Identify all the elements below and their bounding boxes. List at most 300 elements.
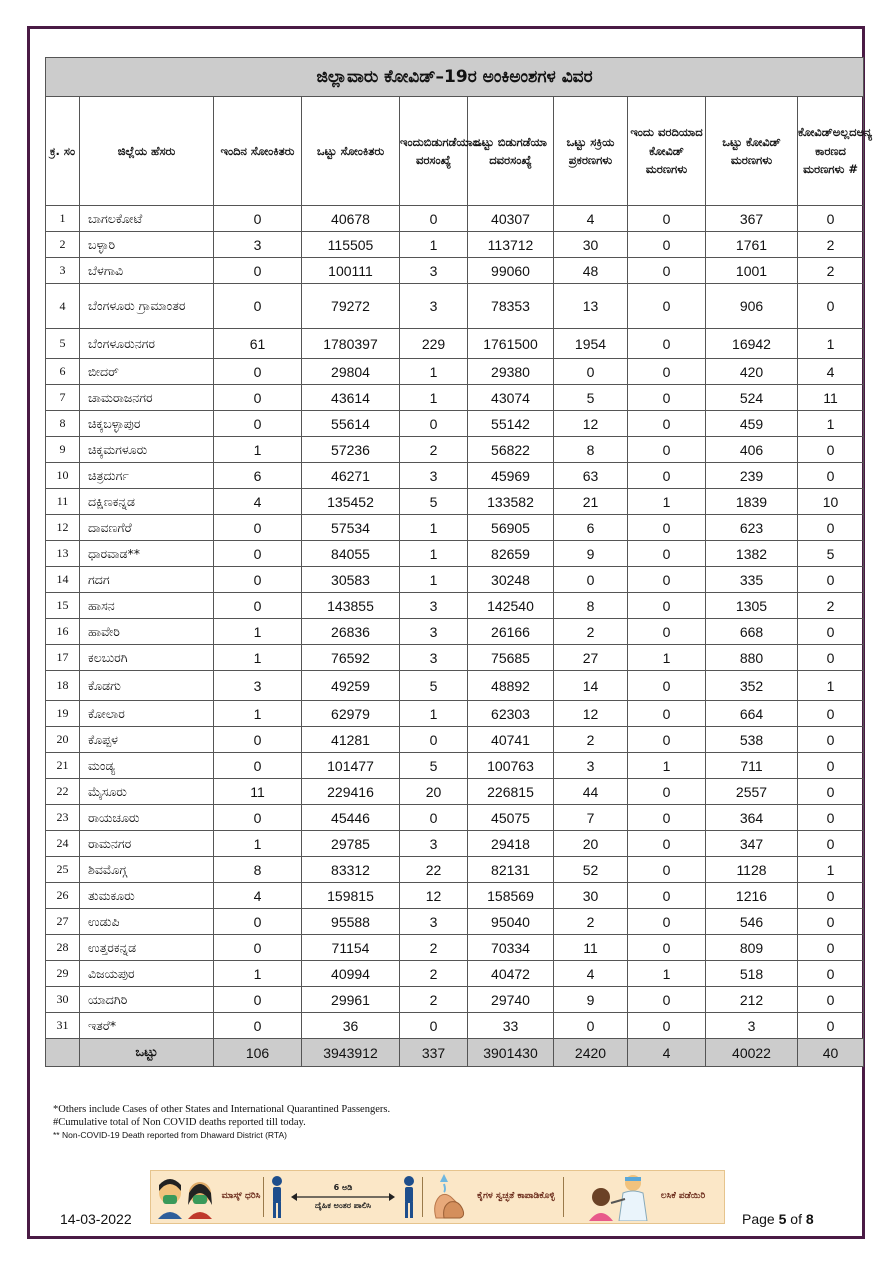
header-total-cases: ಒಟ್ಟು ಸೋಂಕಿತರು bbox=[302, 97, 400, 206]
cell-active: 7 bbox=[554, 805, 628, 831]
cell-sl: 27 bbox=[46, 909, 80, 935]
cell-total: 29804 bbox=[302, 359, 400, 385]
cell-active: 0 bbox=[554, 359, 628, 385]
cell-disch-total: 43074 bbox=[468, 385, 554, 411]
totals-active: 2420 bbox=[554, 1039, 628, 1067]
cell-deaths-total: 1128 bbox=[706, 857, 798, 883]
cell-non-covid: 0 bbox=[798, 206, 864, 232]
cell-deaths-total: 3 bbox=[706, 1013, 798, 1039]
cell-today: 6 bbox=[214, 463, 302, 489]
cell-today: 0 bbox=[214, 284, 302, 329]
cell-non-covid: 0 bbox=[798, 567, 864, 593]
table-row bbox=[46, 671, 864, 701]
cell-non-covid: 0 bbox=[798, 515, 864, 541]
cell-non-covid: 0 bbox=[798, 727, 864, 753]
cell-deaths-today: 0 bbox=[628, 619, 706, 645]
cell-disch-total: 95040 bbox=[468, 909, 554, 935]
cell-total: 135452 bbox=[302, 489, 400, 515]
cell-disch-today: 20 bbox=[400, 779, 468, 805]
table-row bbox=[46, 987, 864, 1013]
cell-disch-today: 3 bbox=[400, 909, 468, 935]
cell-deaths-total: 546 bbox=[706, 909, 798, 935]
cell-disch-today: 0 bbox=[400, 206, 468, 232]
cell-non-covid: 0 bbox=[798, 463, 864, 489]
table-row bbox=[46, 727, 864, 753]
cell-active: 12 bbox=[554, 411, 628, 437]
cell-district-name: ಬೀದರ್ bbox=[80, 359, 214, 385]
cell-disch-today: 1 bbox=[400, 541, 468, 567]
cell-deaths-total: 524 bbox=[706, 385, 798, 411]
cell-sl: 22 bbox=[46, 779, 80, 805]
table-row bbox=[46, 645, 864, 671]
cell-active: 4 bbox=[554, 961, 628, 987]
cell-district-name: ಉಡುಪಿ bbox=[80, 909, 214, 935]
cell-today: 0 bbox=[214, 567, 302, 593]
cell-non-covid: 0 bbox=[798, 935, 864, 961]
header-today-cases: ಇಂದಿನ ಸೋಂಕಿತರು bbox=[214, 97, 302, 206]
cell-today: 0 bbox=[214, 411, 302, 437]
cell-deaths-total: 212 bbox=[706, 987, 798, 1013]
cell-sl: 14 bbox=[46, 567, 80, 593]
cell-deaths-total: 809 bbox=[706, 935, 798, 961]
cell-disch-today: 0 bbox=[400, 727, 468, 753]
cell-deaths-today: 0 bbox=[628, 329, 706, 359]
cell-deaths-today: 1 bbox=[628, 753, 706, 779]
cell-deaths-total: 335 bbox=[706, 567, 798, 593]
cell-disch-total: 48892 bbox=[468, 671, 554, 701]
cell-disch-today: 5 bbox=[400, 489, 468, 515]
cell-deaths-today: 0 bbox=[628, 411, 706, 437]
cell-deaths-today: 0 bbox=[628, 541, 706, 567]
cell-disch-today: 22 bbox=[400, 857, 468, 883]
table-row bbox=[46, 437, 864, 463]
table-row bbox=[46, 463, 864, 489]
cell-disch-today: 1 bbox=[400, 701, 468, 727]
cell-sl: 29 bbox=[46, 961, 80, 987]
cell-deaths-today: 1 bbox=[628, 645, 706, 671]
cell-deaths-total: 711 bbox=[706, 753, 798, 779]
cell-total: 45446 bbox=[302, 805, 400, 831]
cell-non-covid: 0 bbox=[798, 645, 864, 671]
cell-disch-today: 3 bbox=[400, 463, 468, 489]
cell-total: 115505 bbox=[302, 232, 400, 258]
cell-disch-today: 5 bbox=[400, 671, 468, 701]
cell-non-covid: 0 bbox=[798, 701, 864, 727]
cell-disch-total: 100763 bbox=[468, 753, 554, 779]
cell-deaths-today: 0 bbox=[628, 232, 706, 258]
cell-disch-total: 30248 bbox=[468, 567, 554, 593]
table-row bbox=[46, 883, 864, 909]
totals-total: 3943912 bbox=[302, 1039, 400, 1067]
cell-non-covid: 0 bbox=[798, 961, 864, 987]
cell-sl: 28 bbox=[46, 935, 80, 961]
cell-deaths-total: 1839 bbox=[706, 489, 798, 515]
cell-district-name: ಮಂಡ್ಯ bbox=[80, 753, 214, 779]
cell-total: 100111 bbox=[302, 258, 400, 284]
cell-active: 2 bbox=[554, 619, 628, 645]
cell-deaths-total: 352 bbox=[706, 671, 798, 701]
cell-active: 21 bbox=[554, 489, 628, 515]
cell-deaths-total: 1001 bbox=[706, 258, 798, 284]
cell-district-name: ಧಾರವಾಡ** bbox=[80, 541, 214, 567]
cell-deaths-today: 0 bbox=[628, 701, 706, 727]
cell-disch-today: 3 bbox=[400, 831, 468, 857]
cell-disch-today: 0 bbox=[400, 1013, 468, 1039]
cell-non-covid: 2 bbox=[798, 232, 864, 258]
cell-non-covid: 1 bbox=[798, 329, 864, 359]
page-total: 8 bbox=[805, 1211, 814, 1227]
cell-today: 0 bbox=[214, 753, 302, 779]
cell-active: 14 bbox=[554, 671, 628, 701]
cell-today: 0 bbox=[214, 727, 302, 753]
cell-total: 159815 bbox=[302, 883, 400, 909]
cell-district-name: ಕೊಡಗು bbox=[80, 671, 214, 701]
cell-disch-today: 1 bbox=[400, 385, 468, 411]
cell-sl: 30 bbox=[46, 987, 80, 1013]
totals-sl bbox=[46, 1039, 80, 1067]
totals-disch-total: 3901430 bbox=[468, 1039, 554, 1067]
cell-active: 4 bbox=[554, 206, 628, 232]
cell-disch-today: 2 bbox=[400, 961, 468, 987]
cell-total: 29785 bbox=[302, 831, 400, 857]
person-icon bbox=[402, 1175, 416, 1219]
cell-non-covid: 11 bbox=[798, 385, 864, 411]
cell-district-name: ಕಲಬುರಗಿ bbox=[80, 645, 214, 671]
cell-total: 30583 bbox=[302, 567, 400, 593]
cell-sl: 20 bbox=[46, 727, 80, 753]
cell-today: 0 bbox=[214, 935, 302, 961]
cell-total: 46271 bbox=[302, 463, 400, 489]
cell-deaths-total: 668 bbox=[706, 619, 798, 645]
cell-active: 30 bbox=[554, 232, 628, 258]
footnotes bbox=[53, 1103, 390, 1142]
cell-non-covid: 0 bbox=[798, 987, 864, 1013]
cell-today: 4 bbox=[214, 489, 302, 515]
cell-active: 13 bbox=[554, 284, 628, 329]
cell-district-name: ವಿಜಯಪುರ bbox=[80, 961, 214, 987]
cell-total: 57236 bbox=[302, 437, 400, 463]
table-row bbox=[46, 284, 864, 329]
cell-non-covid: 10 bbox=[798, 489, 864, 515]
page-current: 5 bbox=[778, 1211, 787, 1227]
cell-district-name: ಬಳ್ಳಾರಿ bbox=[80, 232, 214, 258]
footnote-others: *Others include Cases of other States and International Quarantined Passengers. bbox=[53, 1104, 391, 1115]
cell-today: 0 bbox=[214, 541, 302, 567]
cell-disch-total: 56905 bbox=[468, 515, 554, 541]
cell-deaths-total: 1305 bbox=[706, 593, 798, 619]
cell-disch-today: 3 bbox=[400, 593, 468, 619]
vaccination-icon bbox=[583, 1173, 653, 1221]
cell-deaths-today: 0 bbox=[628, 671, 706, 701]
cell-disch-total: 158569 bbox=[468, 883, 554, 909]
cell-active: 1954 bbox=[554, 329, 628, 359]
cell-disch-total: 45969 bbox=[468, 463, 554, 489]
cell-disch-total: 40472 bbox=[468, 961, 554, 987]
cell-non-covid: 0 bbox=[798, 883, 864, 909]
cell-deaths-today: 0 bbox=[628, 1013, 706, 1039]
table-row bbox=[46, 258, 864, 284]
cell-sl: 18 bbox=[46, 671, 80, 701]
cell-sl: 1 bbox=[46, 206, 80, 232]
cell-district-name: ಕೋಲಾರ bbox=[80, 701, 214, 727]
cell-district-name: ಶಿವಮೊಗ್ಗ bbox=[80, 857, 214, 883]
cell-district-name: ಯಾದಗಿರಿ bbox=[80, 987, 214, 1013]
footnote-cumulative: #Cumulative total of Non COVID deaths reported till today. bbox=[53, 1117, 306, 1128]
cell-total: 36 bbox=[302, 1013, 400, 1039]
cell-non-covid: 0 bbox=[798, 779, 864, 805]
distance-value: 6 ಅಡಿ bbox=[333, 1183, 353, 1193]
cell-district-name: ಚಿತ್ರದುರ್ಗ bbox=[80, 463, 214, 489]
vaccine-text: ಲಸಿಕೆ ಪಡೆಯಿರಿ bbox=[660, 1191, 706, 1202]
cell-sl: 17 bbox=[46, 645, 80, 671]
cell-today: 0 bbox=[214, 385, 302, 411]
cell-district-name: ಬೆಳಗಾವಿ bbox=[80, 258, 214, 284]
cell-total: 49259 bbox=[302, 671, 400, 701]
cell-today: 8 bbox=[214, 857, 302, 883]
cell-district-name: ರಾಯಚೂರು bbox=[80, 805, 214, 831]
header-active: ಒಟ್ಟು ಸಕ್ರಿಯ ಪ್ರಕರಣಗಳು bbox=[554, 97, 628, 206]
cell-today: 3 bbox=[214, 232, 302, 258]
cell-today: 0 bbox=[214, 1013, 302, 1039]
person-icon bbox=[270, 1175, 284, 1219]
cell-disch-total: 40307 bbox=[468, 206, 554, 232]
cell-active: 2 bbox=[554, 909, 628, 935]
cell-disch-today: 12 bbox=[400, 883, 468, 909]
mask-segment bbox=[151, 1171, 263, 1223]
cell-total: 84055 bbox=[302, 541, 400, 567]
cell-deaths-today: 0 bbox=[628, 359, 706, 385]
cell-active: 30 bbox=[554, 883, 628, 909]
table-row bbox=[46, 619, 864, 645]
table-row bbox=[46, 831, 864, 857]
totals-deaths-total: 40022 bbox=[706, 1039, 798, 1067]
cell-disch-total: 113712 bbox=[468, 232, 554, 258]
cell-district-name: ಚಿಕ್ಕಬಳ್ಳಾಪುರ bbox=[80, 411, 214, 437]
table-row bbox=[46, 935, 864, 961]
cell-deaths-total: 538 bbox=[706, 727, 798, 753]
table-row bbox=[46, 961, 864, 987]
cell-sl: 13 bbox=[46, 541, 80, 567]
cell-active: 9 bbox=[554, 541, 628, 567]
table-title: ಜಿಲ್ಲಾವಾರು ಕೋವಿಡ್–19ರ ಅಂಕಿಅಂಶಗಳ ವಿವರ bbox=[46, 58, 864, 97]
cell-deaths-today: 0 bbox=[628, 284, 706, 329]
cell-active: 8 bbox=[554, 593, 628, 619]
cell-today: 0 bbox=[214, 909, 302, 935]
cell-sl: 7 bbox=[46, 385, 80, 411]
covid-awareness-banner bbox=[150, 1170, 725, 1224]
cell-deaths-total: 347 bbox=[706, 831, 798, 857]
header-discharged-today: ಇಂದುಬಿಡುಗಡೆಯಾದ ವರಸಂಖ್ಯೆ bbox=[400, 97, 468, 206]
cell-non-covid: 5 bbox=[798, 541, 864, 567]
cell-sl: 10 bbox=[46, 463, 80, 489]
cell-district-name: ಬೆಂಗಳೂರುನಗರ bbox=[80, 329, 214, 359]
table-row bbox=[46, 541, 864, 567]
cell-sl: 6 bbox=[46, 359, 80, 385]
cell-deaths-today: 0 bbox=[628, 258, 706, 284]
cell-sl: 3 bbox=[46, 258, 80, 284]
cell-district-name: ಹಾಸನ bbox=[80, 593, 214, 619]
cell-non-covid: 0 bbox=[798, 909, 864, 935]
header-district: ಜಿಲ್ಲೆಯ ಹೆಸರು bbox=[80, 97, 214, 206]
cell-deaths-total: 364 bbox=[706, 805, 798, 831]
cell-disch-today: 5 bbox=[400, 753, 468, 779]
distance-text: ದೈಹಿಕ ಅಂತರ ಪಾಲಿಸಿ bbox=[314, 1201, 372, 1210]
mask-text: ಮಾಸ್ಕ್ ಧರಿಸಿ bbox=[221, 1191, 261, 1202]
totals-row bbox=[46, 1039, 864, 1067]
cell-active: 5 bbox=[554, 385, 628, 411]
cell-active: 3 bbox=[554, 753, 628, 779]
cell-non-covid: 0 bbox=[798, 805, 864, 831]
distance-segment bbox=[264, 1171, 422, 1223]
cell-today: 1 bbox=[214, 831, 302, 857]
cell-non-covid: 0 bbox=[798, 619, 864, 645]
cell-active: 0 bbox=[554, 567, 628, 593]
cell-district-name: ಚಾಮರಾಜನಗರ bbox=[80, 385, 214, 411]
cell-non-covid: 0 bbox=[798, 1013, 864, 1039]
cell-disch-today: 3 bbox=[400, 619, 468, 645]
cell-active: 12 bbox=[554, 701, 628, 727]
footnote-dharwad: ** Non-COVID-19 Death reported from Dhaward District (RTA) bbox=[53, 1130, 287, 1140]
cell-total: 143855 bbox=[302, 593, 400, 619]
cell-sl: 21 bbox=[46, 753, 80, 779]
totals-non-covid: 40 bbox=[798, 1039, 864, 1067]
cell-disch-total: 1761500 bbox=[468, 329, 554, 359]
cell-deaths-today: 0 bbox=[628, 593, 706, 619]
cell-disch-today: 1 bbox=[400, 567, 468, 593]
cell-disch-total: 133582 bbox=[468, 489, 554, 515]
distance-info bbox=[288, 1183, 398, 1210]
table-body bbox=[46, 206, 864, 1039]
cell-deaths-today: 0 bbox=[628, 567, 706, 593]
cell-today: 0 bbox=[214, 258, 302, 284]
cell-deaths-total: 459 bbox=[706, 411, 798, 437]
cell-total: 40678 bbox=[302, 206, 400, 232]
cell-total: 1780397 bbox=[302, 329, 400, 359]
cell-disch-today: 0 bbox=[400, 805, 468, 831]
cell-disch-total: 45075 bbox=[468, 805, 554, 831]
cell-disch-today: 3 bbox=[400, 645, 468, 671]
cell-sl: 15 bbox=[46, 593, 80, 619]
cell-non-covid: 0 bbox=[798, 753, 864, 779]
cell-sl: 24 bbox=[46, 831, 80, 857]
page-of: of bbox=[790, 1211, 802, 1227]
cell-today: 0 bbox=[214, 359, 302, 385]
table-row bbox=[46, 411, 864, 437]
cell-disch-total: 78353 bbox=[468, 284, 554, 329]
cell-district-name: ಚಿಕ್ಕಮಗಳೂರು bbox=[80, 437, 214, 463]
page-number bbox=[742, 1211, 814, 1227]
cell-non-covid: 2 bbox=[798, 258, 864, 284]
cell-deaths-total: 1761 bbox=[706, 232, 798, 258]
table-row bbox=[46, 779, 864, 805]
cell-sl: 11 bbox=[46, 489, 80, 515]
cell-non-covid: 4 bbox=[798, 359, 864, 385]
cell-disch-today: 2 bbox=[400, 935, 468, 961]
cell-total: 41281 bbox=[302, 727, 400, 753]
table-row bbox=[46, 909, 864, 935]
cell-total: 29961 bbox=[302, 987, 400, 1013]
cell-today: 1 bbox=[214, 701, 302, 727]
cell-total: 76592 bbox=[302, 645, 400, 671]
cell-disch-total: 56822 bbox=[468, 437, 554, 463]
cell-deaths-total: 664 bbox=[706, 701, 798, 727]
cell-district-name: ತುಮಕೂರು bbox=[80, 883, 214, 909]
cell-total: 95588 bbox=[302, 909, 400, 935]
totals-deaths-today: 4 bbox=[628, 1039, 706, 1067]
cell-non-covid: 0 bbox=[798, 831, 864, 857]
cell-deaths-today: 1 bbox=[628, 489, 706, 515]
cell-deaths-total: 367 bbox=[706, 206, 798, 232]
cell-disch-total: 29418 bbox=[468, 831, 554, 857]
cell-deaths-total: 880 bbox=[706, 645, 798, 671]
table-row bbox=[46, 206, 864, 232]
cell-today: 3 bbox=[214, 671, 302, 701]
cell-district-name: ಬಾಗಲಕೋಟೆ bbox=[80, 206, 214, 232]
cell-active: 20 bbox=[554, 831, 628, 857]
cell-district-name: ಬೆಂಗಳೂರು ಗ್ರಾಮಾಂತರ bbox=[80, 284, 214, 329]
table-row bbox=[46, 385, 864, 411]
cell-non-covid: 1 bbox=[798, 411, 864, 437]
cell-sl: 25 bbox=[46, 857, 80, 883]
table-row bbox=[46, 329, 864, 359]
cell-deaths-today: 0 bbox=[628, 437, 706, 463]
cell-active: 44 bbox=[554, 779, 628, 805]
cell-district-name: ಗದಗ bbox=[80, 567, 214, 593]
cell-total: 57534 bbox=[302, 515, 400, 541]
cell-today: 0 bbox=[214, 593, 302, 619]
totals-label: ಒಟ್ಟು bbox=[80, 1039, 214, 1067]
cell-deaths-today: 0 bbox=[628, 909, 706, 935]
cell-disch-total: 26166 bbox=[468, 619, 554, 645]
cell-total: 55614 bbox=[302, 411, 400, 437]
cell-deaths-total: 1382 bbox=[706, 541, 798, 567]
cell-deaths-today: 0 bbox=[628, 883, 706, 909]
cell-active: 48 bbox=[554, 258, 628, 284]
cell-disch-total: 70334 bbox=[468, 935, 554, 961]
cell-disch-today: 229 bbox=[400, 329, 468, 359]
header-discharged-total: ಒಟ್ಟು ಬಿಡುಗಡೆಯಾ ದವರಸಂಖ್ಯೆ bbox=[468, 97, 554, 206]
cell-today: 0 bbox=[214, 206, 302, 232]
cell-today: 11 bbox=[214, 779, 302, 805]
cell-non-covid: 1 bbox=[798, 671, 864, 701]
table-row bbox=[46, 805, 864, 831]
cell-district-name: ರಾಮನಗರ bbox=[80, 831, 214, 857]
table-row bbox=[46, 701, 864, 727]
cell-district-name: ಇತರೆ* bbox=[80, 1013, 214, 1039]
cell-district-name: ಉತ್ತರಕನ್ನಡ bbox=[80, 935, 214, 961]
page-prefix: Page bbox=[742, 1211, 775, 1227]
cell-today: 1 bbox=[214, 961, 302, 987]
cell-non-covid: 0 bbox=[798, 437, 864, 463]
cell-non-covid: 2 bbox=[798, 593, 864, 619]
cell-non-covid: 0 bbox=[798, 284, 864, 329]
cell-total: 62979 bbox=[302, 701, 400, 727]
cell-active: 9 bbox=[554, 987, 628, 1013]
cell-sl: 12 bbox=[46, 515, 80, 541]
cell-deaths-total: 1216 bbox=[706, 883, 798, 909]
cell-sl: 4 bbox=[46, 284, 80, 329]
cell-sl: 16 bbox=[46, 619, 80, 645]
cell-active: 8 bbox=[554, 437, 628, 463]
cell-disch-total: 142540 bbox=[468, 593, 554, 619]
cell-deaths-today: 0 bbox=[628, 463, 706, 489]
hand-wash-icon bbox=[430, 1174, 470, 1220]
cell-active: 52 bbox=[554, 857, 628, 883]
table-row bbox=[46, 567, 864, 593]
cell-district-name: ಹಾವೇರಿ bbox=[80, 619, 214, 645]
cell-deaths-total: 420 bbox=[706, 359, 798, 385]
cell-disch-total: 33 bbox=[468, 1013, 554, 1039]
